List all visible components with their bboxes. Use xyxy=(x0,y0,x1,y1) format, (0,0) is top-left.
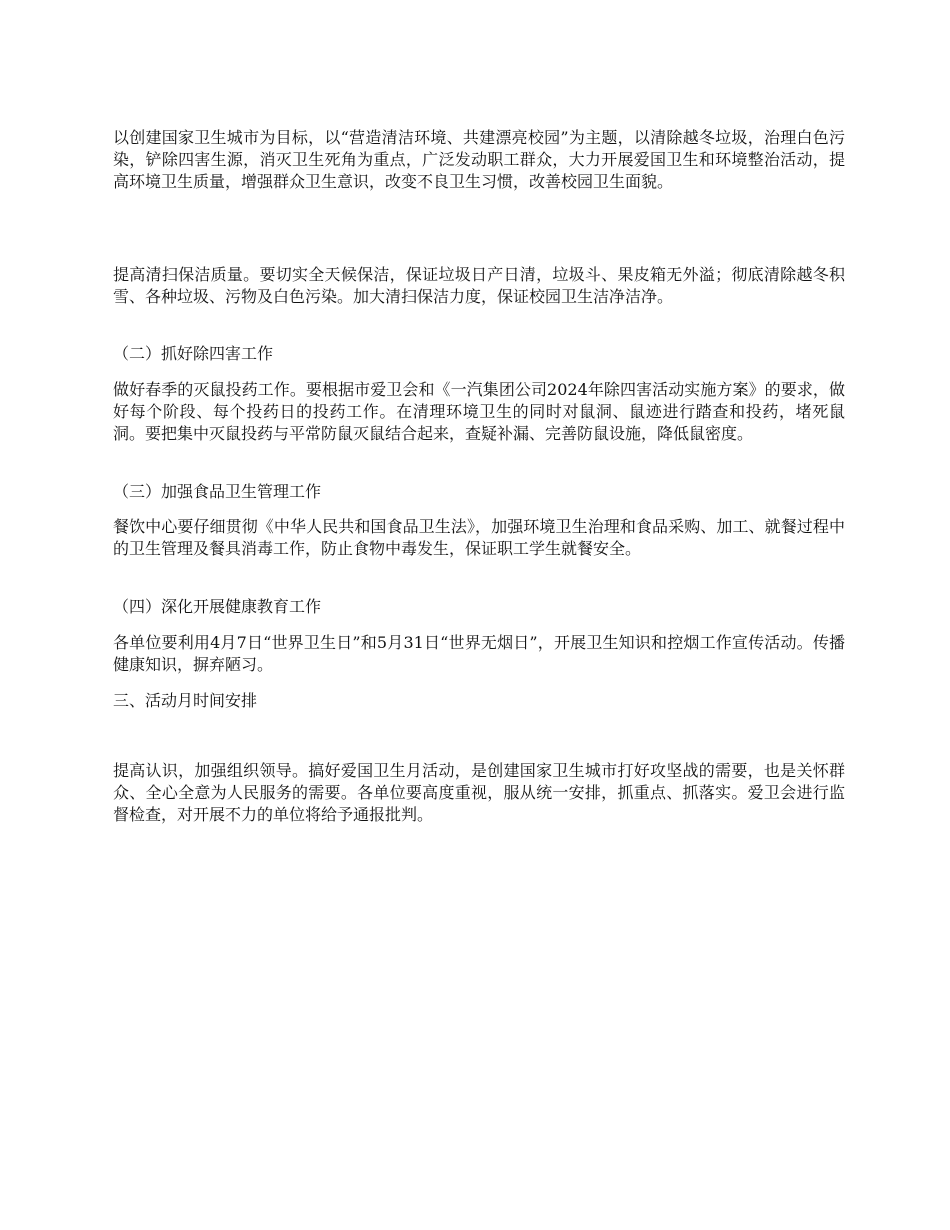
section-heading-food-hygiene: （三）加强食品卫生管理工作 xyxy=(113,482,322,501)
rodent-paragraph: 做好春季的灭鼠投药工作。要根据市爱卫会和《一汽集团公司2024年除四害活动实施方案》的要求，做好每个阶段、每个投药日的投药工作。在清理环境卫生的同时对鼠洞、鼠迹进行踏查和投药，堵死鼠洞。要把集中灭鼠投药与平常防鼠灭鼠结合起来，查疑补漏、完善防鼠设施，降低鼠密度。 xyxy=(113,380,845,443)
intro-paragraph: 以创建国家卫生城市为目标，以“营造清洁环境、共建漂亮校园”为主题，以清除越冬垃圾，治理白色污染，铲除四害生源，消灭卫生死角为重点，广泛发动职工群众，大力开展爱国卫生和环境整治活动，提高环境卫生质量，增强群众卫生意识，改变不良卫生习惯，改善校园卫生面貌。 xyxy=(113,128,845,191)
section-heading-health-education: （四）深化开展健康教育工作 xyxy=(113,597,322,616)
cleaning-paragraph: 提高清扫保洁质量。要切实全天候保洁，保证垃圾日产日清，垃圾斗、果皮箱无外溢；彻底清除越冬积雪、各种垃圾、污物及白色污染。加大清扫保洁力度，保证校园卫生洁净洁净。 xyxy=(113,265,845,306)
organize-paragraph: 提高认识，加强组织领导。搞好爱国卫生月活动，是创建国家卫生城市打好攻坚战的需要，也是关怀群众、全心全意为人民服务的需要。各单位要高度重视，服从统一安排，抓重点、抓落实。爱卫会进行监督检查，对开展不力的单位将给予通报批判。 xyxy=(113,761,845,824)
section-heading-schedule: 三、活动月时间安排 xyxy=(113,691,258,710)
food-paragraph: 餐饮中心要仔细贯彻《中华人民共和国食品卫生法》，加强环境卫生治理和食品采购、加工、就餐过程中的卫生管理及餐具消毒工作，防止食物中毒发生，保证职工学生就餐安全。 xyxy=(113,517,845,558)
health-paragraph: 各单位要利用4月7日“世界卫生日”和5月31日“世界无烟日”，开展卫生知识和控烟工作宣传活动。传播健康知识，摒弃陋习。 xyxy=(113,633,845,674)
section-heading-rodent-control: （二）抓好除四害工作 xyxy=(113,344,274,363)
